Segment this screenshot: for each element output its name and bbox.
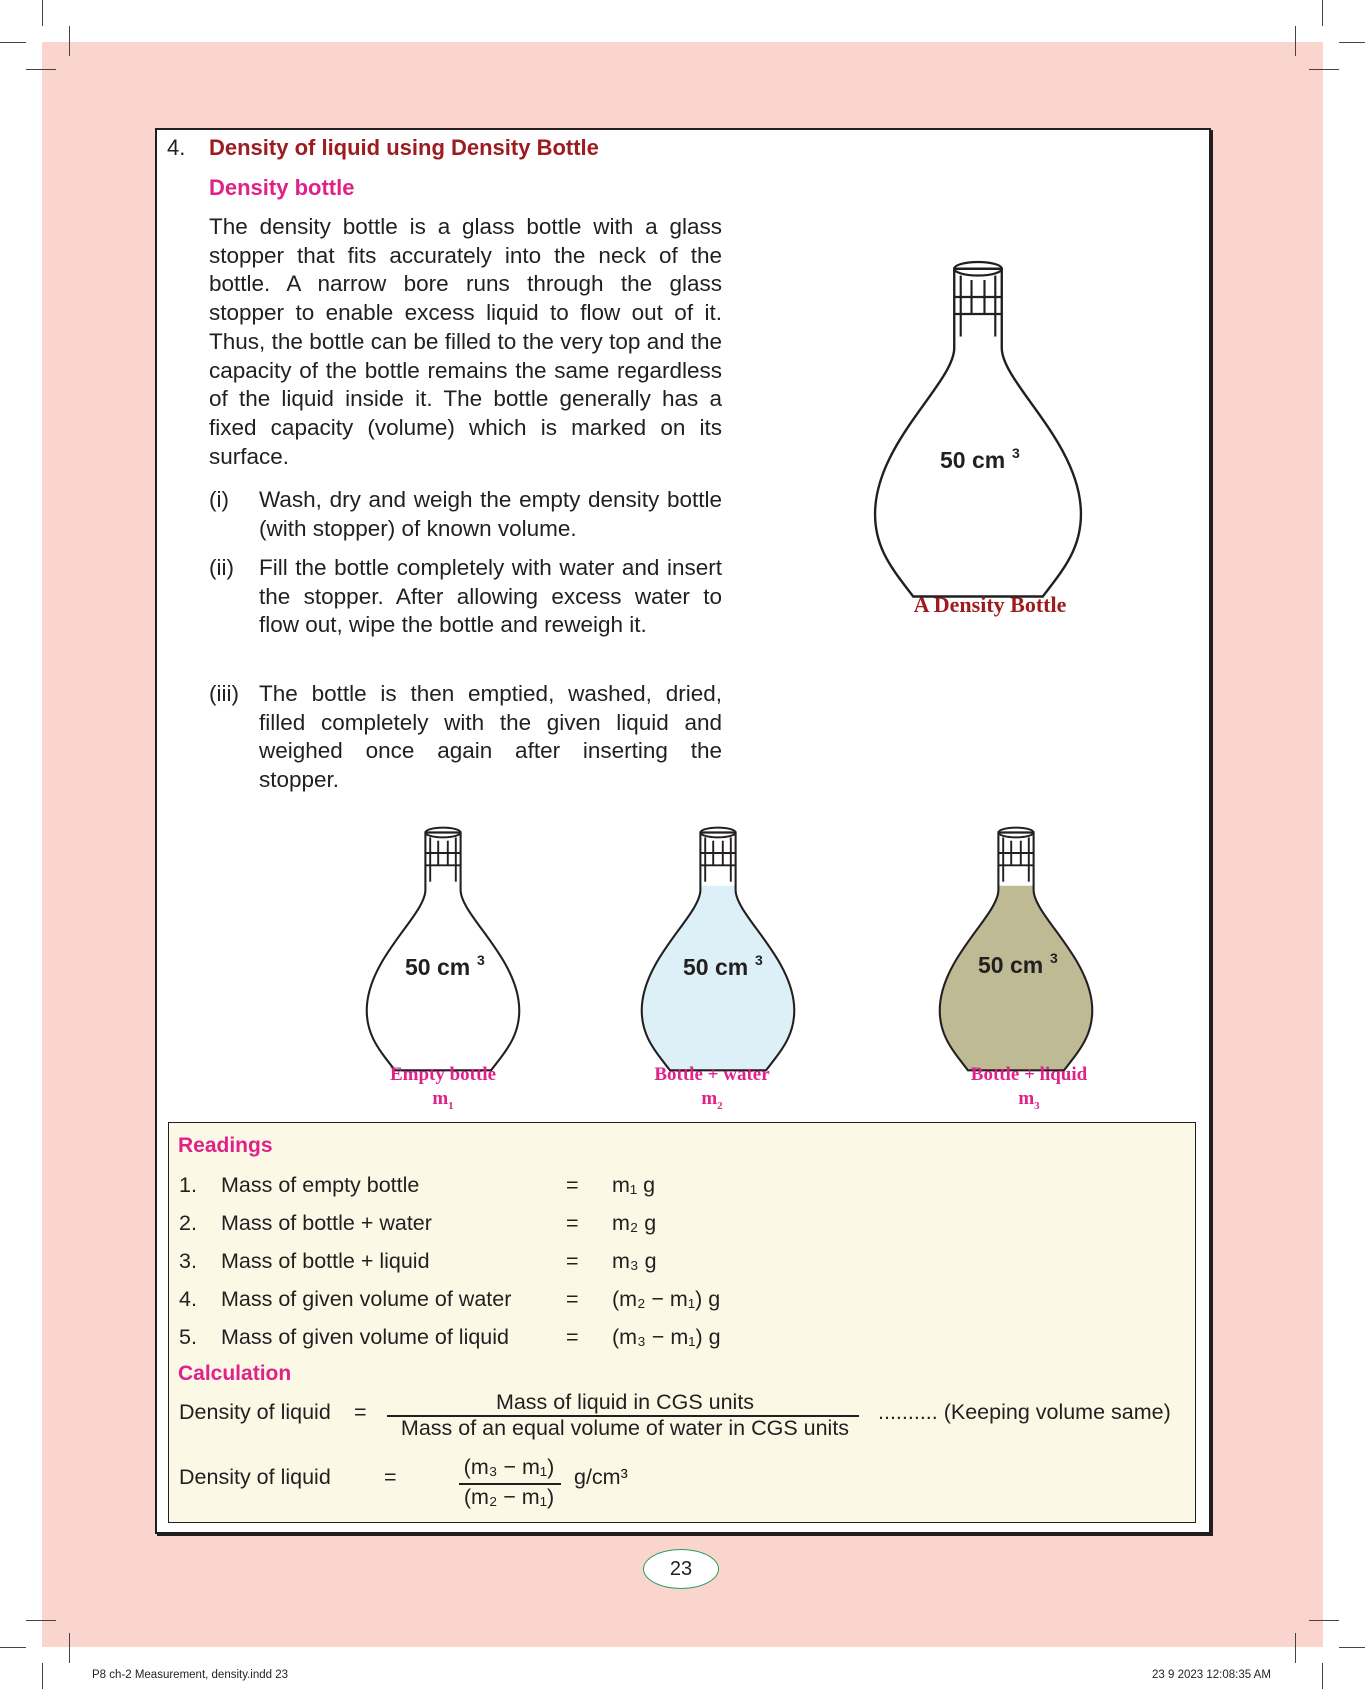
bottle-mass-label: $m_1$ [432,1088,454,1112]
readings-heading: Readings [178,1134,273,1157]
formula-numerator: (m₃ − m₁) [463,1455,555,1479]
formula-lhs: Density of liquid [179,1400,331,1424]
reading-equals: = [566,1249,579,1273]
step-text: Wash, dry and weigh the empty density bottle (with stopper) of known volume. [259,487,722,541]
formula-equals: = [384,1465,397,1489]
bottle-volume-label: 50 cm [405,954,471,980]
bottle-volume-exp: 3 [755,952,763,968]
slug-right: 23 9 2023 12:08:35 AM [1152,1669,1271,1681]
bottle-mass-label: $m_3$ [1018,1088,1040,1112]
formula-denominator: (m₂ − m₁) [463,1485,555,1509]
bottle-mass-label: $m_2$ [701,1088,723,1112]
reading-label: Mass of bottle + liquid [221,1249,430,1273]
bottle-caption-text: Empty bottle [389,1064,497,1085]
crop-mark [1295,1633,1296,1663]
crop-mark [42,1663,43,1689]
crop-mark [26,1620,56,1621]
step-text: The bottle is then emptied, washed, dried, filled completely with the given liquid and weighed once again after inserting the stopper. [259,681,722,793]
reading-value: m₁ g [612,1173,656,1197]
reading-label: Mass of empty bottle [221,1173,420,1197]
liquid-bottle-figure [940,828,1093,1071]
bottle-caption-text: Bottle + liquid [970,1064,1088,1085]
crop-mark [0,1647,26,1648]
step-text: Fill the bottle completely with water and insert the stopper. After allowing excess water to flow out, wipe the bottle and reweigh it. [259,555,722,638]
reading-number: 1. [179,1173,197,1197]
reading-equals: = [566,1325,579,1349]
reading-value: m₃ g [612,1249,657,1273]
bottle-volume-exp: 3 [1012,445,1020,461]
reading-value: m₂ g [612,1211,657,1235]
section-number: 4. [167,135,186,160]
fraction-bar [387,1415,859,1417]
step-label: (iii) [209,681,239,706]
reading-number: 2. [179,1211,197,1235]
page-number: 23 [643,1549,719,1589]
formula-lhs: Density of liquid [179,1465,331,1489]
step-label: (i) [209,487,229,512]
bottle-volume-label: 50 cm [683,954,749,980]
reading-equals: = [566,1287,579,1311]
crop-mark [1309,1620,1339,1621]
bottle-volume-exp: 3 [477,952,485,968]
step-label: (ii) [209,555,234,580]
formula-unit: g/cm³ [574,1465,628,1489]
bottle-volume-label: 50 cm [978,952,1044,978]
reading-number: 3. [179,1249,197,1273]
bottle-caption [333,1063,553,1118]
empty-bottle-figure [367,828,520,1071]
formula-numerator: Mass of liquid in CGS units [495,1390,755,1414]
section-title: Density of liquid using Density Bottle [209,135,599,160]
density-bottle-main [875,262,1081,596]
calculation-heading: Calculation [178,1362,292,1385]
fraction-bar [459,1483,561,1485]
formula-note: .......... (Keeping volume same) [878,1400,1171,1424]
reading-equals: = [566,1211,579,1235]
bottle-volume-label: 50 cm [940,447,1006,473]
crop-mark [1339,1647,1365,1648]
reading-equals: = [566,1173,579,1197]
reading-value: (m₃ − m₁) g [612,1325,721,1349]
intro-paragraph: The density bottle is a glass bottle with a glass stopper that fits accurately into the neck of the bottle. A narrow bore runs through the glass stopper to enable excess liquid to flow out of it. Thus, the bottle can be filled to the very top and the capacity of the bottle remains the same regardless of the liquid inside it. The bottle generally has a fixed capacity (volume) which is marked on its surface. [209,214,722,469]
section-subtitle: Density bottle [209,175,355,200]
main-figure-caption: A Density Bottle [913,592,1067,617]
water-bottle-figure [642,828,795,1071]
crop-mark [69,1633,70,1663]
bottle-caption [919,1063,1139,1118]
slug-left: P8 ch-2 Measurement, density.indd 23 [92,1669,289,1681]
formula-equals: = [354,1400,367,1424]
formula-denominator: Mass of an equal volume of water in CGS units [400,1416,850,1440]
reading-label: Mass of given volume of water [221,1287,512,1311]
reading-value: (m₂ − m₁) g [612,1287,721,1311]
bottle-volume-exp: 3 [1050,950,1058,966]
bottle-caption-text: Bottle + water [654,1064,770,1085]
reading-number: 4. [179,1287,197,1311]
crop-mark [1322,1663,1323,1689]
bottle-caption [602,1063,822,1118]
reading-label: Mass of given volume of liquid [221,1325,510,1349]
reading-label: Mass of bottle + water [221,1211,432,1235]
reading-number: 5. [179,1325,197,1349]
